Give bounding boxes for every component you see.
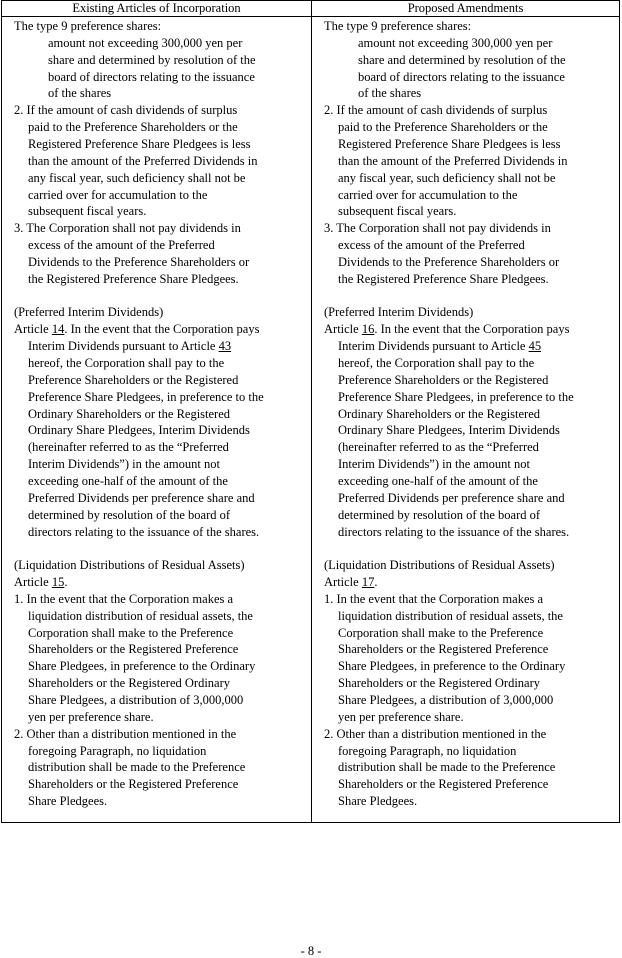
paragraph-3-line xyxy=(28,271,239,288)
liquidation-paragraph-1-line xyxy=(28,641,238,658)
text-segment: board of directors relating to the issuance xyxy=(358,69,565,84)
interim-body-line xyxy=(338,355,534,372)
text-segment: Article xyxy=(324,575,359,590)
text-segment: Ordinary Share Pledgees, Interim Dividends xyxy=(338,423,560,438)
text-segment: Preference Share Pledgees, in preference to the xyxy=(28,389,264,404)
interim-body-line xyxy=(28,524,259,541)
text-segment: Preference Shareholders or the Registered xyxy=(338,372,549,387)
liquidation-paragraph-1-line xyxy=(28,608,253,625)
liquidation-paragraph-2-line xyxy=(28,793,107,810)
type9-line xyxy=(48,52,256,69)
referenced-article-number: 45 xyxy=(528,339,542,354)
text-segment: Ordinary Shareholders or the Registered xyxy=(28,406,231,421)
liquidation-paragraph-2-line xyxy=(324,726,546,743)
text-segment: Share Pledgees, in preference to the Ordinary xyxy=(28,659,256,674)
text-segment: excess of the amount of the Preferred xyxy=(28,238,215,253)
interim-article-line xyxy=(324,321,569,338)
text-segment: carried over for accumulation to the xyxy=(28,187,208,202)
liquidation-paragraph-1-line xyxy=(28,625,233,642)
liquidation-paragraph-2-line xyxy=(338,743,516,760)
type9-intro xyxy=(324,18,471,35)
text-segment: liquidation distribution of residual assets, the xyxy=(338,608,563,623)
liquidation-paragraph-1-line xyxy=(28,692,243,709)
text-segment: 3. The Corporation shall not pay dividends in xyxy=(324,221,551,236)
text-segment: distribution shall be made to the Preference xyxy=(338,760,556,775)
text-segment: Corporation shall make to the Preference xyxy=(338,625,544,640)
text-segment: 3. The Corporation shall not pay dividends in xyxy=(14,221,241,236)
liquidation-paragraph-2-line xyxy=(338,793,417,810)
text-segment: distribution shall be made to the Preference xyxy=(28,760,246,775)
text-segment: 2. Other than a distribution mentioned in the xyxy=(324,726,547,741)
type9-line xyxy=(358,52,566,69)
type9-intro xyxy=(14,18,161,35)
text-segment: Article xyxy=(324,322,359,337)
paragraph-2-line xyxy=(338,153,567,170)
text-segment: Shareholders or the Registered Preference xyxy=(338,777,549,792)
interim-dividends-heading xyxy=(14,304,163,321)
liquidation-paragraph-1-line xyxy=(28,658,255,675)
paragraph-3-line xyxy=(28,254,249,271)
interim-body-line xyxy=(338,372,548,389)
liquidation-paragraph-2-line xyxy=(338,759,555,776)
text-segment: yen per preference share. xyxy=(338,709,464,724)
text-segment: (Preferred Interim Dividends) xyxy=(14,305,164,320)
paragraph-2-line xyxy=(14,102,237,119)
article-number: 14 xyxy=(51,322,65,337)
text-segment: liquidation distribution of residual assets, the xyxy=(28,608,253,623)
paragraph-2-line xyxy=(28,203,146,220)
paragraph-3-line xyxy=(28,237,215,254)
liquidation-paragraph-1-line xyxy=(338,625,543,642)
text-segment: Shareholders or the Registered Ordinary xyxy=(338,676,541,691)
liquidation-paragraph-2-line xyxy=(338,776,548,793)
type9-line xyxy=(358,35,552,52)
text-segment: (Liquidation Distributions of Residual Assets) xyxy=(324,558,555,573)
interim-article-line xyxy=(14,321,259,338)
text-segment: Share Pledgees. xyxy=(338,794,418,809)
text-segment: . xyxy=(64,575,68,590)
interim-dividends-heading xyxy=(324,304,473,321)
text-segment: than the amount of the Preferred Dividends in xyxy=(338,153,568,168)
text-segment: (hereinafter referred to as the “Preferred xyxy=(28,440,229,455)
liquidation-paragraph-1-line xyxy=(338,692,553,709)
text-segment: directors relating to the issuance of the shares. xyxy=(338,524,570,539)
paragraph-2-line xyxy=(338,170,555,187)
text-segment: foregoing Paragraph, no liquidation xyxy=(338,743,517,758)
type9-line xyxy=(358,85,421,102)
interim-body-line xyxy=(338,473,538,490)
paragraph-2-line xyxy=(338,136,561,153)
interim-body-line xyxy=(28,456,220,473)
text-segment: board of directors relating to the issuance xyxy=(48,69,255,84)
interim-body-line xyxy=(338,490,565,507)
text-segment: Registered Preference Share Pledgees is less xyxy=(28,136,251,151)
interim-body-line xyxy=(28,355,224,372)
header-proposed-amendments: Proposed Amendments xyxy=(312,1,619,17)
paragraph-2-line xyxy=(338,187,517,204)
column-divider xyxy=(311,1,312,822)
text-segment: Registered Preference Share Pledgees is less xyxy=(338,136,561,151)
text-segment: Preferred Dividends per preference share and xyxy=(338,490,565,505)
text-segment: Interim Dividends”) in the amount not xyxy=(338,457,530,472)
text-segment: carried over for accumulation to the xyxy=(338,187,518,202)
text-segment: any fiscal year, such deficiency shall not be xyxy=(338,170,556,185)
page-number: - 8 - xyxy=(300,944,322,958)
text-segment: Ordinary Shareholders or the Registered xyxy=(338,406,541,421)
text-segment: The type 9 preference shares: xyxy=(14,19,162,33)
text-segment: Shareholders or the Registered Ordinary xyxy=(28,676,231,691)
text-segment: Shareholders or the Registered Preference xyxy=(28,642,239,657)
text-segment: . In the event that the Corporation pays xyxy=(374,322,570,337)
interim-body-line xyxy=(338,524,569,541)
interim-body-line xyxy=(338,389,574,406)
text-segment: subsequent fiscal years. xyxy=(28,204,147,219)
text-segment: share and determined by resolution of the xyxy=(48,52,256,67)
text-segment: Shareholders or the Registered Preference xyxy=(338,642,549,657)
interim-article-line xyxy=(28,338,231,355)
liquidation-article-line xyxy=(14,574,67,591)
text-segment: amount not exceeding 300,000 yen per xyxy=(358,35,553,50)
type9-line xyxy=(48,85,111,102)
text-segment: foregoing Paragraph, no liquidation xyxy=(28,743,207,758)
text-segment: 1. In the event that the Corporation makes a xyxy=(324,591,544,606)
interim-body-line xyxy=(338,406,540,423)
text-segment: Article xyxy=(14,322,49,337)
type9-line xyxy=(358,69,565,86)
interim-article-line xyxy=(338,338,541,355)
paragraph-3-line xyxy=(324,220,551,237)
liquidation-heading xyxy=(14,557,245,574)
text-segment: Interim Dividends”) in the amount not xyxy=(28,457,220,472)
interim-body-line xyxy=(338,456,530,473)
interim-body-line xyxy=(28,422,250,439)
text-segment: determined by resolution of the board of xyxy=(338,507,541,522)
text-segment: exceeding one-half of the amount of the xyxy=(338,473,538,488)
text-segment: Corporation shall make to the Preference xyxy=(28,625,234,640)
paragraph-3-line xyxy=(338,271,549,288)
text-segment: (hereinafter referred to as the “Preferred xyxy=(338,440,539,455)
text-segment: paid to the Preference Shareholders or the xyxy=(28,120,238,135)
paragraph-3-line xyxy=(338,237,525,254)
liquidation-paragraph-1-line xyxy=(338,709,464,726)
text-segment: (Liquidation Distributions of Residual Assets) xyxy=(14,558,245,573)
text-segment: Dividends to the Preference Shareholders or xyxy=(28,254,250,269)
comparison-table xyxy=(1,0,620,823)
text-segment: Ordinary Share Pledgees, Interim Dividends xyxy=(28,423,250,438)
liquidation-paragraph-2-line xyxy=(14,726,236,743)
paragraph-2-line xyxy=(338,119,548,136)
text-segment: Share Pledgees, a distribution of 3,000,000 xyxy=(338,693,554,707)
text-segment: directors relating to the issuance of the shares. xyxy=(28,524,260,539)
liquidation-paragraph-1-line xyxy=(324,591,543,608)
liquidation-paragraph-1-line xyxy=(338,641,548,658)
liquidation-paragraph-1-line xyxy=(28,675,230,692)
paragraph-2-line xyxy=(338,203,456,220)
interim-body-line xyxy=(28,507,230,524)
text-segment: than the amount of the Preferred Dividends in xyxy=(28,153,258,168)
liquidation-paragraph-1-line xyxy=(338,675,540,692)
liquidation-paragraph-1-line xyxy=(14,591,233,608)
interim-body-line xyxy=(28,372,238,389)
text-segment: Preferred Dividends per preference share and xyxy=(28,490,255,505)
article-number: 16 xyxy=(361,322,375,337)
liquidation-article-line xyxy=(324,574,377,591)
interim-body-line xyxy=(338,439,539,456)
paragraph-3-line xyxy=(14,220,241,237)
paragraph-3-line xyxy=(338,254,559,271)
text-segment: the Registered Preference Share Pledgees. xyxy=(28,271,239,286)
text-segment: hereof, the Corporation shall pay to the xyxy=(338,356,535,370)
text-segment: (Preferred Interim Dividends) xyxy=(324,305,474,320)
text-segment: yen per preference share. xyxy=(28,709,154,724)
liquidation-paragraph-1-line xyxy=(28,709,154,726)
text-segment: Article xyxy=(14,575,49,590)
text-segment: amount not exceeding 300,000 yen per xyxy=(48,35,243,50)
liquidation-paragraph-1-line xyxy=(338,608,563,625)
interim-body-line xyxy=(28,406,230,423)
paragraph-2-line xyxy=(28,170,245,187)
liquidation-paragraph-2-line xyxy=(28,759,245,776)
paragraph-2-line xyxy=(28,153,257,170)
text-segment: of the shares xyxy=(358,86,422,101)
text-segment: 2. Other than a distribution mentioned in the xyxy=(14,726,237,741)
article-number: 17 xyxy=(361,575,375,590)
liquidation-paragraph-1-line xyxy=(338,658,565,675)
text-segment: The type 9 preference shares: xyxy=(324,19,472,33)
text-segment: hereof, the Corporation shall pay to the xyxy=(28,356,225,370)
text-segment: Preference Share Pledgees, in preference to the xyxy=(338,389,574,404)
text-segment: 1. In the event that the Corporation makes a xyxy=(14,591,234,606)
paragraph-2-line xyxy=(28,119,238,136)
liquidation-heading xyxy=(324,557,555,574)
text-segment: Share Pledgees. xyxy=(28,794,108,809)
liquidation-paragraph-2-line xyxy=(28,743,206,760)
text-segment: Share Pledgees, a distribution of 3,000,000 xyxy=(28,693,244,707)
interim-body-line xyxy=(28,473,228,490)
text-segment: Shareholders or the Registered Preference xyxy=(28,777,239,792)
text-segment: . In the event that the Corporation pays xyxy=(64,322,260,337)
text-segment: determined by resolution of the board of xyxy=(28,507,231,522)
text-segment: subsequent fiscal years. xyxy=(338,204,457,219)
text-segment: paid to the Preference Shareholders or the xyxy=(338,120,548,135)
text-segment: 2. If the amount of cash dividends of surplus xyxy=(14,103,238,118)
paragraph-2-line xyxy=(324,102,547,119)
text-segment: share and determined by resolution of the xyxy=(358,52,566,67)
text-segment: the Registered Preference Share Pledgees. xyxy=(338,271,549,286)
text-segment: . xyxy=(374,575,378,590)
paragraph-2-line xyxy=(28,136,251,153)
text-segment: Preference Shareholders or the Registered xyxy=(28,372,239,387)
interim-body-line xyxy=(28,389,264,406)
interim-body-line xyxy=(338,507,540,524)
text-segment: Interim Dividends pursuant to Article xyxy=(338,339,526,354)
text-segment: of the shares xyxy=(48,86,112,101)
text-segment: any fiscal year, such deficiency shall not be xyxy=(28,170,246,185)
text-segment: Interim Dividends pursuant to Article xyxy=(28,339,216,354)
header-existing-articles: Existing Articles of Incorporation xyxy=(2,1,311,17)
text-segment: Share Pledgees, in preference to the Ordinary xyxy=(338,659,566,674)
type9-line xyxy=(48,69,255,86)
interim-body-line xyxy=(338,422,560,439)
type9-line xyxy=(48,35,242,52)
text-segment: exceeding one-half of the amount of the xyxy=(28,473,228,488)
text-segment: Dividends to the Preference Shareholders or xyxy=(338,254,560,269)
text-segment: 2. If the amount of cash dividends of surplus xyxy=(324,103,548,118)
referenced-article-number: 43 xyxy=(218,339,232,354)
text-segment: excess of the amount of the Preferred xyxy=(338,238,525,253)
article-number: 15 xyxy=(51,575,65,590)
liquidation-paragraph-2-line xyxy=(28,776,238,793)
interim-body-line xyxy=(28,490,255,507)
paragraph-2-line xyxy=(28,187,207,204)
interim-body-line xyxy=(28,439,229,456)
